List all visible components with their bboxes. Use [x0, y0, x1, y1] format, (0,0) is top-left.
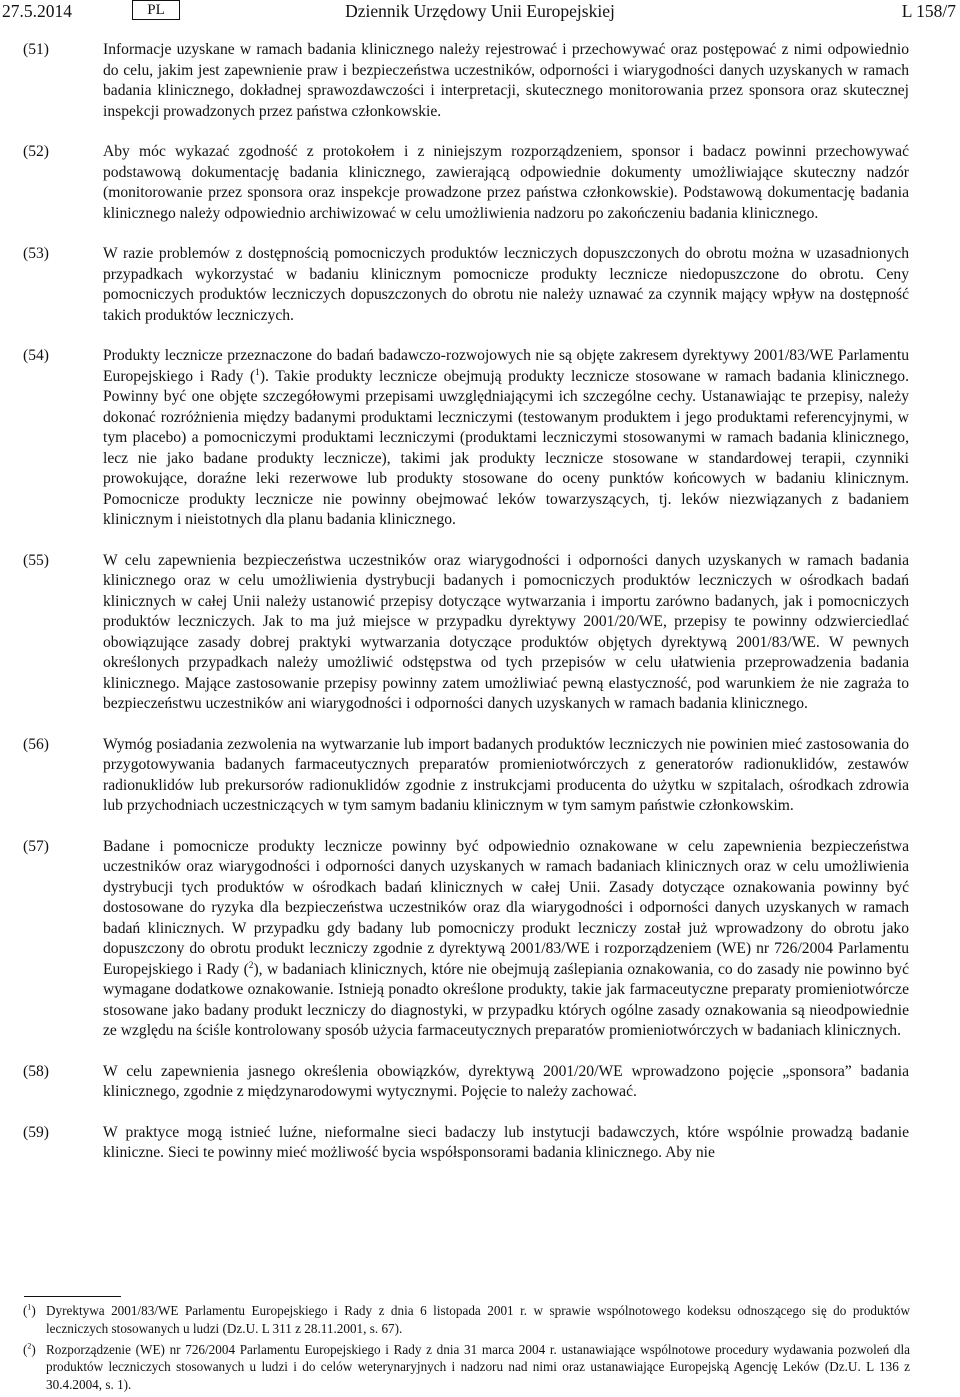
footnote [0, 1341, 960, 1394]
recital-number: (53) [23, 245, 49, 262]
recital-text-part: Badane i pomocnicze produkty lecznicze powinny być odpowiednio oznakowane w celu zapewnienia bezpieczeństwa uczestników oraz wiarygodności i odporności danych uzyskanych w ramach badaniach klinicznych oraz w celu umożliwienia dystrybucji tych produktów w ośrodkach badań klinicznych w całej Unii. Zasady dotyczące oznakowania powinny być dostosowane do ryzyka dla bezpieczeństwa uczestników oraz dla wiarygodności i odporności danych uzyskanych w ramach badań klinicznych. W przypadku gdy badany lub pomocniczy produkt leczniczy został już wprowadzony do obrotu jako dopuszczony do obrotu produkt leczniczy zgodnie z dyrektywą 2001/83/WE i rozporządzeniem (WE) nr 726/2004 Parlamentu Europejskiego i Rady ( [103, 837, 909, 978]
recital-number: (52) [23, 143, 49, 160]
recital [0, 1123, 960, 1164]
recital [0, 837, 960, 1042]
page-header [0, 0, 960, 26]
recital-text: W celu zapewnienia jasnego określenia obowiązków, dyrektywą 2001/20/WE wprowadzono pojęcie „sponsora” badania klinicznego, zgodnie z międzynarodowymi wytycznymi. Pojęcie to należy zachować. [103, 1062, 909, 1100]
recital [0, 551, 960, 715]
recital-text [103, 346, 909, 531]
recital-text [103, 837, 909, 1042]
recital [0, 346, 960, 531]
recital [0, 735, 960, 817]
recital [0, 1062, 960, 1103]
recitals-list [0, 40, 960, 1184]
recital-number: (55) [23, 551, 49, 569]
footnotes-list [0, 1302, 960, 1397]
recital-text: W celu zapewnienia bezpieczeństwa uczestników oraz wiarygodności i odporności danych uzyskanych w ramach badania klinicznego oraz w celu umożliwienia dystrybucji badanych i pomocniczych produktów leczniczych w ośrodkach badań klinicznych w całej Unii należy ustanowić przepisy dotyczące wytwarzania i importu zarówno badanych, jak i pomocniczych produktów leczniczych. Jak to ma już miejsce w przypadku dyrektywy 2001/20/WE, przepisy te powinny odzwierciedlać obowiązujące zasady dobrej praktyki wytwarzania dotyczące produktów objętych dyrektywą 2001/83/WE. W pewnych określonych przypadkach należy umożliwić odstępstwa od tych przepisów w celu ułatwienia przeprowadzenia badania klinicznego. Mające zastosowanie przepisy powinny zatem umożliwiać pewną elastyczność, pod warunkiem że nie zagraża to bezpieczeństwu uczestników ani wiarygodności i odporności danych uzyskanych w ramach badania klinicznego. [103, 551, 909, 712]
recital-text: W praktyce mogą istnieć luźne, nieformalne sieci badaczy lub instytucji badawczych, które wspólnie prowadzą badanie kliniczne. Sieci te powinny mieć możliwość bycia współsponsorami badania klinicznego. Aby nie [103, 1123, 909, 1161]
journal-title: Dziennik Urzędowy Unii Europejskiej [345, 1, 615, 21]
language-code-box: PL [132, 0, 180, 20]
recital-text-part: ). Takie produkty lecznicze obejmują produkty lecznicze stosowane w ramach badania klinicznego. Powinny być one objęte szczegółowymi przepisami uwzględniającymi ich szczególne cechy. Ustanawiając te przepisy, należy dokonać rozróżnienia między badanymi produktami leczniczymi (testowanym produktem i jego produktami referencyjnymi, w tym placebo) a pomocniczymi produktami leczniczymi (produktami leczniczymi stosowanymi w ramach badania klinicznego, lecz nie jako badane produkty lecznicze), takimi jak produkty lecznicze stosowane w standardowej terapii, czynniki prowokujące, doraźne leki rezerwowe lub produkty stosowane do oceny punktów końcowych w badaniu klinicznym. Pomocnicze produkty lecznicze nie powinny obejmować leków towarzyszących, tj. leków niezwiązanych z badaniem klinicznym i nieistotnych dla planu badania klinicznego. [103, 367, 909, 528]
recital-number: (59) [23, 1123, 49, 1141]
recital-text: Informacje uzyskane w ramach badania klinicznego należy rejestrować i przechowywać oraz postępować z nimi odpowiednio do celu, jakim jest zapewnienie praw i bezpieczeństwa uczestników, odporności i wiarygodności danych uzyskanych w ramach badania klinicznego, dokładnej sprawozdawczości i interpretacji, skutecznego monitorowania przez sponsora oraz skutecznej inspekcji prowadzonych przez państwa członkowskie. [103, 41, 909, 120]
footnote-divider [24, 1296, 121, 1297]
recital [0, 40, 960, 122]
footnote-reference[interactable]: 2 [248, 960, 254, 971]
recital-text: Aby móc wykazać zgodność z protokołem i z niniejszym rozporządzeniem, sponsor i badacz powinni przechowywać podstawową dokumentację badania klinicznego, zawierającą odpowiednie dokumenty umożliwiające skuteczny nadzór (monitorowanie przez sponsora oraz inspekcje prowadzone przez państwa członkowskie). Podstawową dokumentację badania klinicznego należy odpowiednio archiwizować w celu umożliwienia nadzoru po zakończeniu badania klinicznego. [103, 143, 909, 222]
recital-number: (54) [23, 347, 49, 364]
recital-text: W razie problemów z dostępnością pomocniczych produktów leczniczych dopuszczonych do obrotu można w uzasadnionych przypadkach wykorzystać w badaniu klinicznym pomocnicze produkty lecznicze niedopuszczone do obrotu. Ceny pomocniczych produktów leczniczych dopuszczonych do obrotu nie należy uznawać za czynnik mający wpływ na dostępność takich produktów leczniczych. [103, 245, 909, 324]
recital-number: (57) [23, 837, 49, 855]
footnote-text: Dyrektywa 2001/83/WE Parlamentu Europejskiego i Rady z dnia 6 listopada 2001 r. w sprawie wspólnotowego kodeksu odnoszącego się do produktów leczniczych stosowanych u ludzi (Dz.U. L 311 z 28.11.2001, s. 67). [46, 1303, 910, 1336]
recital-text-part: ), w badaniach klinicznych, które nie obejmują zaślepiania oznakowania, co do zasady nie powinno być wymagane dodatkowe oznakowanie. Istnieją ponadto określone produkty, takie jak farmaceutyczne preparaty promieniotwórcze stosowane jako badany produkt leczniczy do diagnostyki, w przypadku których ogólne zasady oznakowania są nieodpowiednie ze względu na ściśle kontrolowany sposób użycia farmaceutycznych preparatów promieniotwórczych w badaniach klinicznych. [103, 960, 909, 1039]
recital-text-part: Produkty lecznicze przeznaczone do badań badawczo-rozwojowych nie są objęte zakresem dyrektywy 2001/83/WE Parlamentu Europejskiego i Rady ( [103, 347, 909, 385]
recital-number: (58) [23, 1062, 49, 1080]
publication-date: 27.5.2014 [2, 1, 72, 21]
footnote-marker: ($^1$) [23, 1302, 36, 1318]
page-number: L 158/7 [901, 1, 956, 21]
recital-number: (51) [23, 41, 49, 58]
footnote-marker: ($^2$) [23, 1341, 36, 1357]
footnote [0, 1302, 960, 1338]
recital-number: (56) [23, 735, 49, 753]
recital [0, 142, 960, 224]
footnote-reference[interactable]: 1 [255, 367, 260, 378]
recital-text: Wymóg posiadania zezwolenia na wytwarzanie lub import badanych produktów leczniczych nie powinien mieć zastosowania do przygotowywania badanych farmaceutycznych preparatów promieniotwórczych z generatorów radionuklidów, zestawów radionuklidów lub prekursorów radionuklidów zgodnie z instrukcjami producenta do użytku w szpitalach, ośrodkach zdrowia lub przychodniach uczestniczących w tym samym badaniu klinicznym w tym samym państwie członkowskim. [103, 735, 909, 814]
footnote-text: Rozporządzenie (WE) nr 726/2004 Parlamentu Europejskiego i Rady z dnia 31 marca 2004 r. ustanawiające wspólnotowe procedury wydawania pozwoleń dla produktów leczniczych stosowanych u ludzi i do celów weterynaryjnych i nadzoru nad nimi oraz ustanawiające Europejską Agencję Leków (Dz.U. L 136 z 30.4.2004, s. 1). [46, 1341, 910, 1393]
recital [0, 244, 960, 326]
